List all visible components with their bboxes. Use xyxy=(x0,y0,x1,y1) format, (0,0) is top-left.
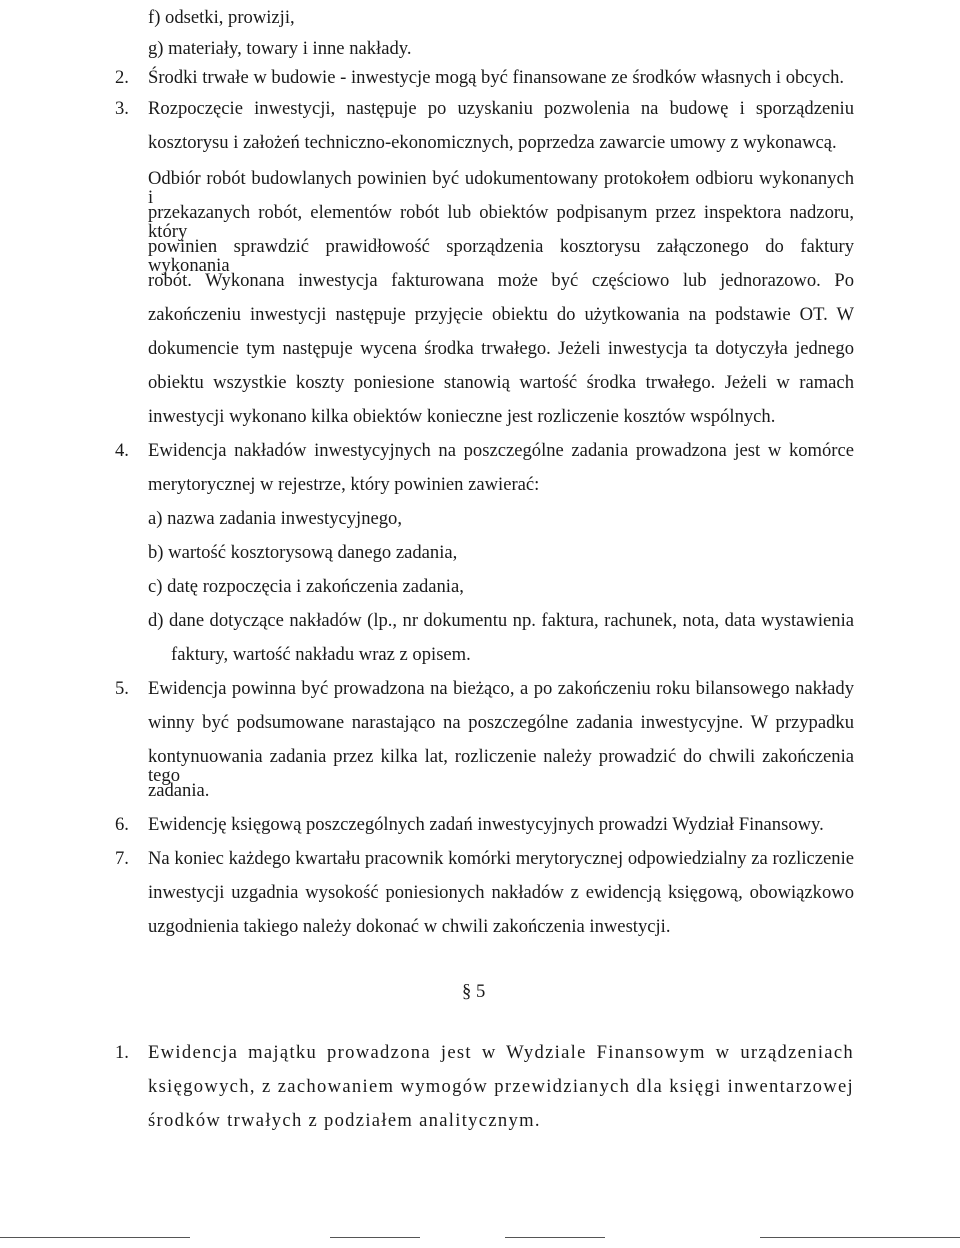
scan-edge-line xyxy=(505,1237,605,1238)
item-text: Ewidencję księgową poszczególnych zadań inwestycyjnych prowadzi Wydział Finansowy. xyxy=(148,814,824,835)
item-number: 3. xyxy=(115,98,129,119)
item-text: dokumencie tym następuje wycena środka trwałego. Jeżeli inwestycja ta dotyczyła jednego xyxy=(148,338,854,359)
item-text: merytorycznej w rejestrze, który powinien zawierać: xyxy=(148,474,540,495)
item-text: inwestycji wykonano kilka obiektów konieczne jest rozliczenie kosztów wspólnych. xyxy=(148,406,776,427)
sub-item-c: c) datę rozpoczęcia i zakończenia zadania, xyxy=(148,576,464,597)
item-text: robót. Wykonana inwestycja fakturowana może być częściowo lub jednorazowo. Po xyxy=(148,270,854,291)
scan-edge-line xyxy=(0,1237,190,1238)
list-item-f: f) odsetki, prowizji, xyxy=(148,7,295,28)
item-text: Na koniec każdego kwartału pracownik komórki merytorycznej odpowiedzialny za rozliczenie xyxy=(148,848,854,869)
item-text: zadania. xyxy=(148,780,210,801)
item-text: Środki trwałe w budowie - inwestycje mogą być finansowane ze środków własnych i obcych. xyxy=(148,67,845,88)
section-number: 5 xyxy=(475,981,486,1002)
scan-edge-line xyxy=(330,1237,420,1238)
item-text: Rozpoczęcie inwestycji, następuje po uzyskaniu pozwolenia na budowę i sporządzeniu xyxy=(148,98,854,119)
item-text: środków trwałych z podziałem analitycznym. xyxy=(148,1110,541,1131)
item-text: winny być podsumowane narastająco na poszczególne zadania inwestycyjne. W przypadku xyxy=(148,712,854,733)
sub-item-d: d) dane dotyczące nakładów (lp., nr dokumentu np. faktura, rachunek, nota, data wystawienia xyxy=(148,610,854,631)
section-symbol: § xyxy=(462,981,472,1002)
list-item-g: g) materiały, towary i inne nakłady. xyxy=(148,38,412,59)
item-text: Odbiór robót budowlanych powinien być udokumentowany protokołem odbioru wykonanych i xyxy=(148,168,854,208)
sub-item-b: b) wartość kosztorysową danego zadania, xyxy=(148,542,458,563)
item-text: Ewidencja nakładów inwestycyjnych na poszczególne zadania prowadzona jest w komórce xyxy=(148,440,854,461)
item-text: inwestycji uzgadnia wysokość poniesionych nakładów z ewidencją księgową, obowiązkowo xyxy=(148,882,854,903)
item-number: 2. xyxy=(115,67,129,88)
item-number: 5. xyxy=(115,678,129,699)
item-number: 7. xyxy=(115,848,129,869)
item-text: Ewidencja powinna być prowadzona na bieżąco, a po zakończeniu roku bilansowego nakłady xyxy=(148,678,854,699)
item-text: obiektu wszystkie koszty poniesione stanowią wartość środka trwałego. Jeżeli w ramach xyxy=(148,372,854,393)
item-text: uzgodnienia takiego należy dokonać w chwili zakończenia inwestycji. xyxy=(148,916,671,937)
section-heading xyxy=(462,983,485,1002)
sub-item-d-continuation: faktury, wartość nakładu wraz z opisem. xyxy=(171,644,471,665)
item-number: 6. xyxy=(115,814,129,835)
item-number: 1. xyxy=(115,1042,129,1063)
item-text: powinien sprawdzić prawidłowość sporządzenia kosztorysu załączonego do faktury wykonania xyxy=(148,236,854,276)
item-text: kosztorysu i założeń techniczno-ekonomicznych, poprzedza zawarcie umowy z wykonawcą. xyxy=(148,132,837,153)
sub-item-a: a) nazwa zadania inwestycyjnego, xyxy=(148,508,402,529)
item-text: księgowych, z zachowaniem wymogów przewidzianych dla księgi inwentarzowej xyxy=(148,1076,854,1097)
item-text: przekazanych robót, elementów robót lub obiektów podpisanym przez inspektora nadzoru, który xyxy=(148,202,854,242)
scan-edge-line xyxy=(760,1237,960,1238)
item-text: zakończeniu inwestycji następuje przyjęcie obiektu do użytkowania na podstawie OT. W xyxy=(148,304,854,325)
item-number: 4. xyxy=(115,440,129,461)
item-text: kontynuowania zadania przez kilka lat, rozliczenie należy prowadzić do chwili zakończenia tego xyxy=(148,746,854,786)
item-text: Ewidencja majątku prowadzona jest w Wydziale Finansowym w urządzeniach xyxy=(148,1042,854,1063)
